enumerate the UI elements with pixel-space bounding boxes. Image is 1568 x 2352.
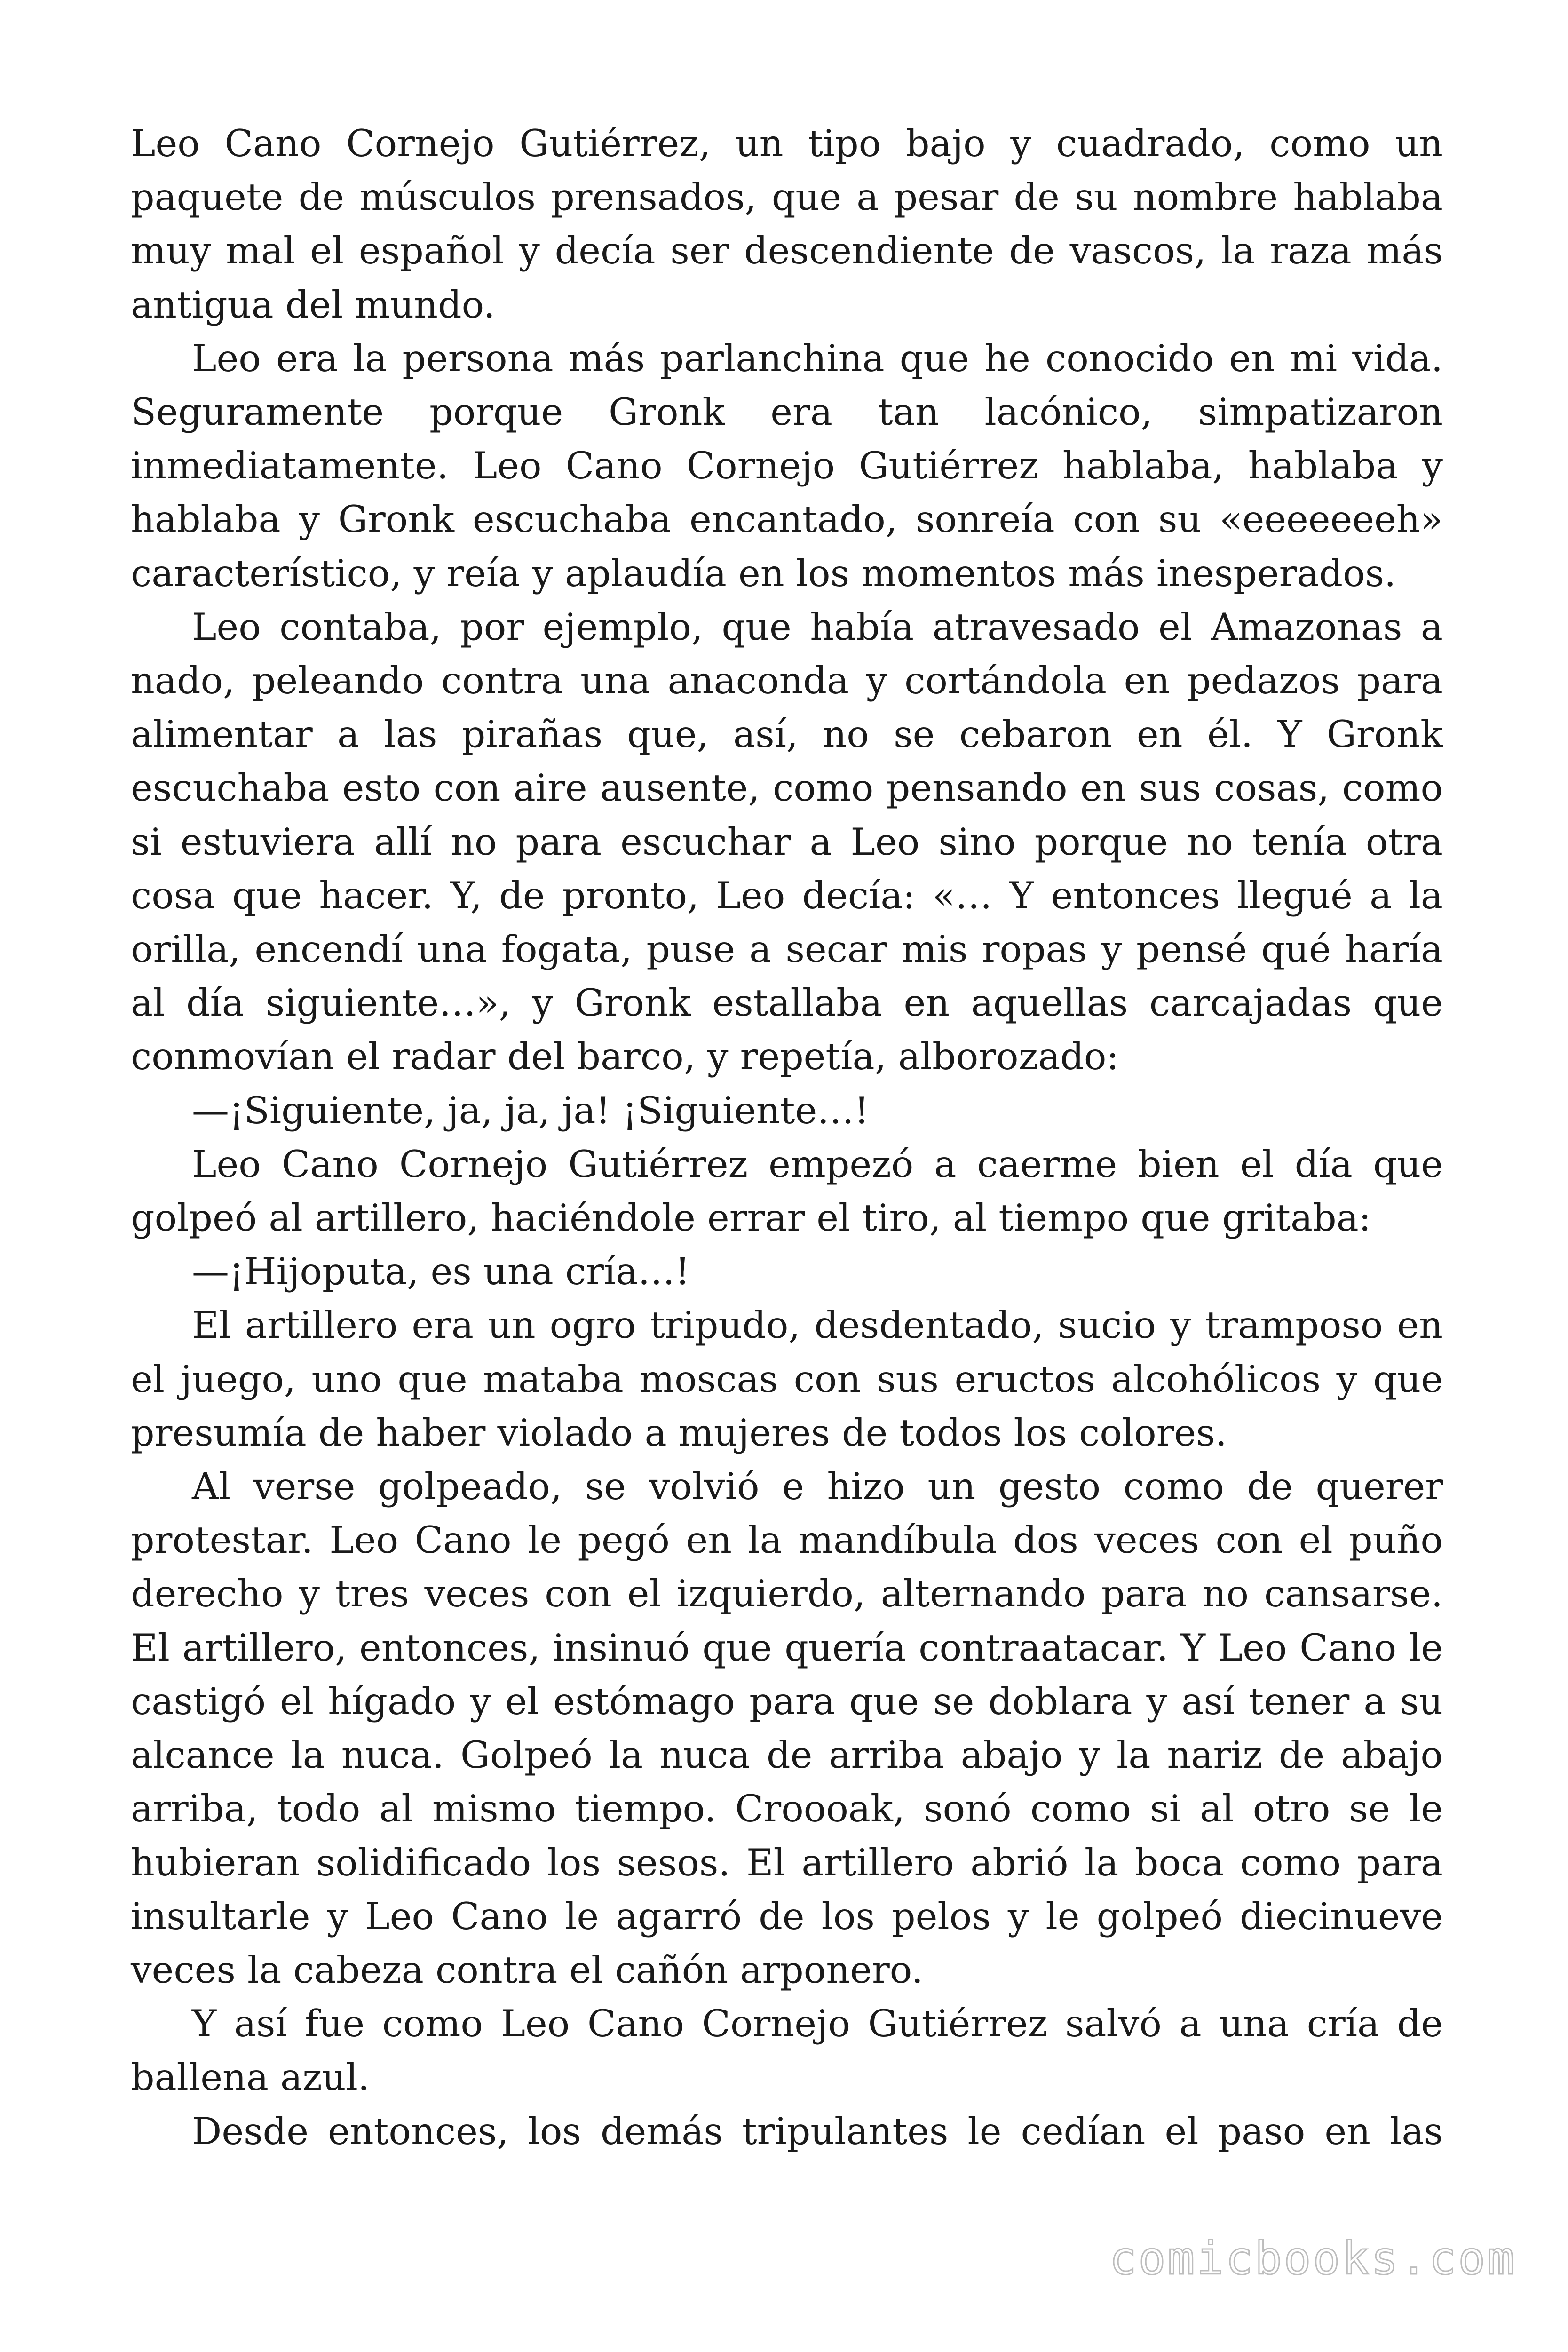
paragraph-9: Y así fue como Leo Cano Cornejo Gutiérrez salvó a una cría de ballena azul. — [131, 2002, 1443, 2099]
paragraph-2: Leo era la persona más parlanchina que he conocido en mi vida. Seguramente porque Gronk era tan lacónico, simpatizaron inmediatamente. Leo Cano Cornejo Gutiérrez hablaba, hablaba y hablaba y Gronk escuchaba encantado, sonreía con su «eeeeeeeh» característico, y reía y aplaudía en los momentos más inesperados. — [131, 336, 1443, 595]
paragraph-7: El artillero era un ogro tripudo, desdentado, sucio y tramposo en el juego, uno que mataba moscas con sus eructos alcohólicos y que presumía de haber violado a mujeres de todos los colores. — [131, 1303, 1443, 1454]
paragraph-4-dialogue: —¡Siguiente, ja, ja, ja! ¡Siguiente…! — [192, 1089, 870, 1132]
page-body — [131, 117, 1443, 2158]
paragraph-1: Leo Cano Cornejo Gutiérrez, un tipo bajo y cuadrado, como un paquete de músculos prensados, que a pesar de su nombre hablaba muy mal el español y decía ser descendiente de vascos, la raza más antigua del mundo. — [131, 122, 1443, 326]
paragraph-8: Al verse golpeado, se volvió e hizo un gesto como de querer protestar. Leo Cano le pegó en la mandíbula dos veces con el puño derecho y tres veces con el izquierdo, alternando para no cansarse. El artillero, entonces, insinuó que quería contraatacar. Y Leo Cano le castigó el hígado y el estómago para que se doblara y así tener a su alcance la nuca. Golpeó la nuca de arriba abajo y la nariz de abajo arriba, todo al mismo tiempo. Croooak, sonó como si al otro se le hubieran solidificado los sesos. El artillero abrió la boca como para insultarle y Leo Cano le agarró de los pelos y le golpeó diecinueve veces la cabeza contra el cañón arponero. — [131, 1465, 1443, 1992]
paragraph-10: Desde entonces, los demás tripulantes le cedían el paso en las — [192, 2109, 1443, 2153]
watermark: comicbooks.com — [1109, 2232, 1516, 2285]
paragraph-5: Leo Cano Cornejo Gutiérrez empezó a caerme bien el día que golpeó al artillero, haciéndole errar el tiro, al tiempo que gritaba: — [131, 1142, 1443, 1240]
paragraph-6-dialogue: —¡Hijoputa, es una cría…! — [192, 1250, 690, 1294]
paragraph-3: Leo contaba, por ejemplo, que había atravesado el Amazonas a nado, peleando contra una anaconda y cortándola en pedazos para alimentar a las pirañas que, así, no se cebaron en él. Y Gronk escuchaba esto con aire ausente, como pensando en sus cosas, como si estuviera allí no para escuchar a Leo sino porque no tenía otra cosa que hacer. Y, de pronto, Leo decía: «… Y entonces llegué a la orilla, encendí una fogata, puse a secar mis ropas y pensé qué haría al día siguiente…», y Gronk estallaba en aquellas carcajadas que conmovían el radar del barco, y repetía, alborozado: — [131, 605, 1443, 1079]
